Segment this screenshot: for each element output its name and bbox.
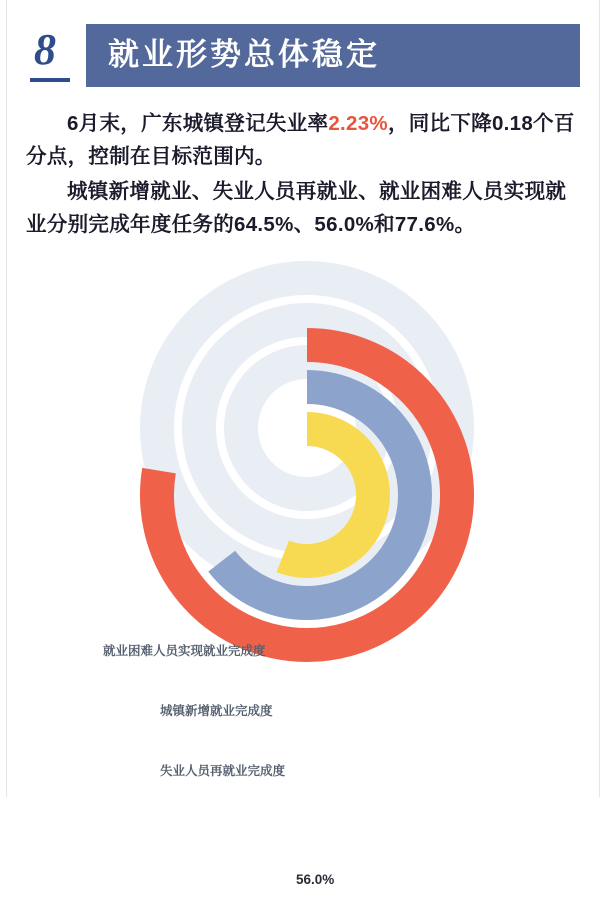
paragraph-2: 城镇新增就业、失业人员再就业、就业困难人员实现就业分别完成年度任务的64.5%、56.0%和77.6%。: [26, 180, 567, 237]
section-header: [0, 0, 606, 93]
paragraph-1-part-a: 6月末，广东城镇登记失业率: [67, 111, 329, 135]
body-text: [0, 93, 606, 242]
unemployment-rate-value: 2.23%: [328, 111, 388, 135]
chart-category-label-0: 就业困难人员实现就业完成度: [103, 643, 266, 658]
paragraph-1-part-b: ，同比下降0.18个百分点，控制在目标范围内。: [26, 111, 575, 168]
chart-value-label-1: 64.5%: [218, 888, 259, 920]
chart-category-label-1: 城镇新增就业完成度: [160, 703, 273, 718]
chart-svg: [0, 250, 606, 670]
paragraph-1: [26, 107, 580, 173]
chart-value-label-2: 56.0%: [296, 871, 335, 887]
chart-category-label-2: 失业人员再就业完成度: [160, 763, 286, 778]
page-title: 就业形势总体稳定: [86, 24, 580, 87]
radial-bar-chart: [0, 250, 606, 920]
section-number: 8: [30, 28, 70, 82]
chart-value-label-0: 77.6%: [113, 788, 140, 830]
